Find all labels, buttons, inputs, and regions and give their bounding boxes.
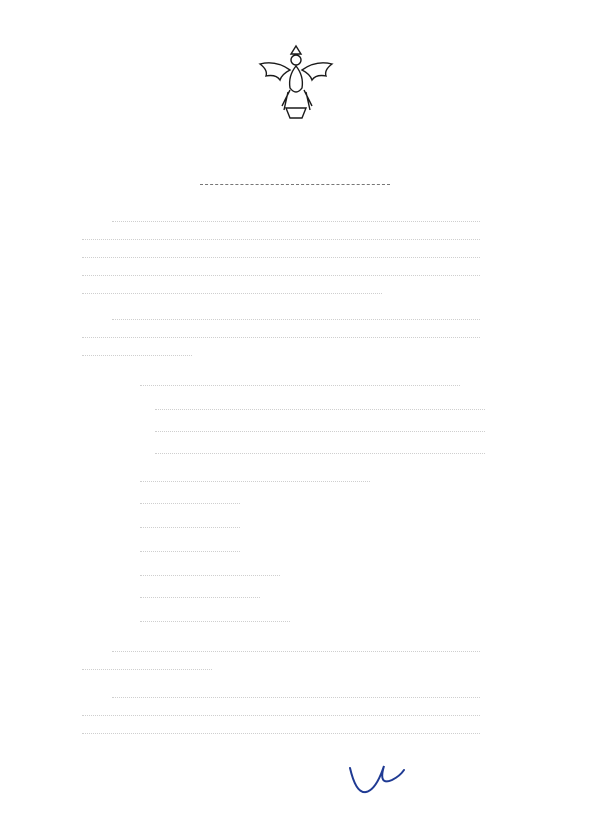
signatory-position — [290, 812, 430, 825]
date-line — [290, 746, 490, 759]
title-divider — [200, 184, 390, 185]
garuda-emblem-icon — [256, 40, 336, 122]
signature — [340, 760, 410, 800]
